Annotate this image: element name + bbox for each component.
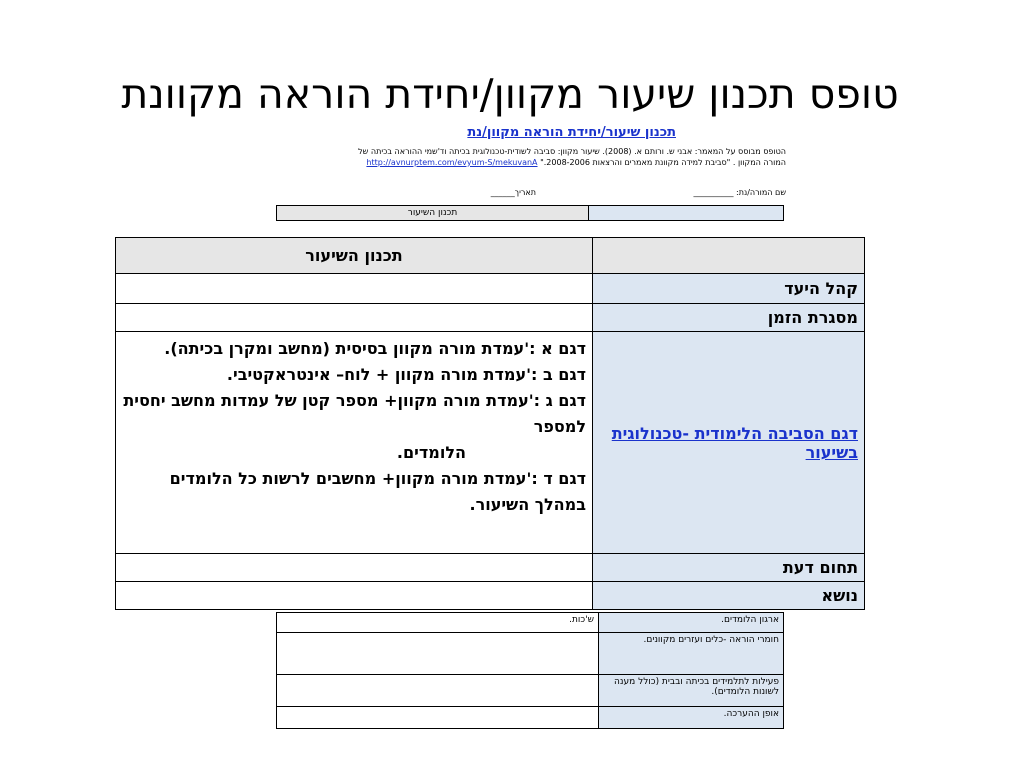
small-table-header <box>276 205 784 221</box>
model-line: דגם ב :'עמדת מורה מקוון + לוח– אינטראקטיבי. <box>226 365 586 384</box>
row-label-learning-model[interactable]: דגם הסביבה הלימודית -טכנולוגית בשיעור <box>593 332 865 554</box>
row-label-subject-area: תחום דעת <box>593 554 865 582</box>
row-label-topic: נושא <box>593 582 865 610</box>
row-label: פעילות לתלמידים בכיתה ובבית (כולל מענה לשונות הלומדים). <box>599 675 784 707</box>
row-label: אופן ההערכה. <box>599 707 784 729</box>
small-table-header-cell: תכנון השיעור <box>277 206 589 221</box>
row-value: ש'כות. <box>277 613 599 633</box>
row-label: חומרי הוראה -כלים ועזרים מקוונים. <box>599 633 784 675</box>
slide-title: טופס תכנון שיעור מקוון/יחידת הוראה מקוונת <box>121 70 899 118</box>
model-line: דגם ג :'עמדת מורה מקוון+ מספר קטן של עמדות מחשב יחסית למספר <box>123 391 586 436</box>
row-value <box>277 675 599 707</box>
table-header: תכנון השיעור <box>116 238 593 274</box>
document-line-2 <box>366 158 786 167</box>
model-line: הלומדים. <box>396 443 466 462</box>
model-line: דגם ד :'עמדת מורה מקוון+ מחשבים לרשות כל הלומדים במהלך השיעור. <box>169 469 586 514</box>
row-value-target-audience[interactable] <box>116 274 593 304</box>
date-label: תאריך______ <box>490 188 536 197</box>
row-value <box>277 707 599 729</box>
lesson-plan-table <box>115 237 865 610</box>
small-table-rows <box>276 612 784 729</box>
row-value-topic[interactable] <box>116 582 593 610</box>
document-title: תכנון שיעור/יחידת הוראה מקוון/נת <box>467 125 676 140</box>
model-line: דגם א :'עמדת מורה מקוון בסיסית (מחשב ומקרן בכיתה). <box>164 339 586 358</box>
document-link[interactable]: http://avnurptem.com/evyum-S/mekuvanA <box>366 158 538 167</box>
row-label: ארגון הלומדים. <box>599 613 784 633</box>
teacher-name-label: שם המורה/נת: __________ <box>693 188 786 197</box>
document-line-1: הטופס מבוסס על המאמר: אבני ש. ורותם א. (2008). שיעור מקוון: סביבה לשודית-טכנולוגית בכיתה וד'שמי ההוראה בכיתה של <box>358 147 786 156</box>
row-label-target-audience: קהל היעד <box>593 274 865 304</box>
row-value <box>277 633 599 675</box>
row-label-time-frame: מסגרת הזמן <box>593 304 865 332</box>
header-label-cell <box>593 238 865 274</box>
row-value-time-frame[interactable] <box>116 304 593 332</box>
document-line-2-text: המורה המקוון . "סביבת למידה מקוונת מאמרים והרצאות 2008-2006." <box>540 158 786 167</box>
row-value-subject-area[interactable] <box>116 554 593 582</box>
row-value-learning-model <box>116 332 593 554</box>
